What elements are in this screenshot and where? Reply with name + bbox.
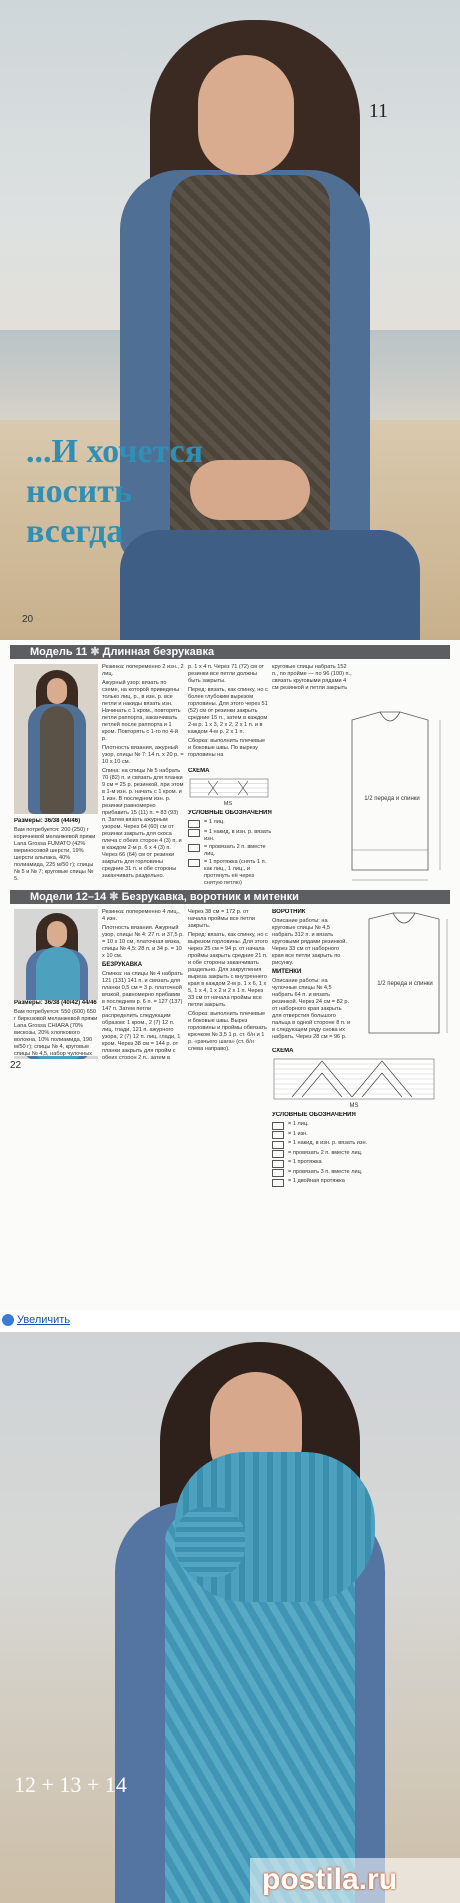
page-number-22: 22 [10,1060,22,1071]
model-11-header: Модель 11 ✱ Длинная безрукавка [10,645,450,659]
model-11-pattern-repeat: МS [223,801,233,807]
model-12-stitch-chart [272,1057,450,1109]
model-11-column-2: Резинка: попеременно 2 изн., 2 лиц. Ажурный узор: вязать по схеме, на которой приведены только лиц. р., в изн. р. все петли и накиды вязать изн. Начинать с 1 кром., повторять петли раппорта, заканчивать петлей после раппорта и 1 кром. Повторять с 1-го по 4-й р. Плотность вязания, ажурный узор, спицы № 7: 14 п. x 20 р. = 10 x 10 см. Спина: на спицы № 5 набрать 70 (82) п. и связать для планки 9 см = 25 р. резинкой, при этом в 1-м изн. р. начать с 1 кром. и 1 изн. В последнем изн. р. резинки равномерно прибавить 15 (11) п. = 83 (93) п. Затем вязать ажурным узором. Через 64 (60) см от резинки закрыть для скоса плеча с обеих сторон 4 (3) п. и в каждом 2-м р. 6 x 4 (3) п. Через 66 (64) см от резинки закрыть для горловины средние 31 п. и обе стороны заканчивать раздельно. [102,664,184,879]
model-numbers: 12 + 13 + 14 [14,1772,127,1797]
zoom-link[interactable] [2,1312,70,1328]
model-12-schema-label: СХЕМА [272,1048,294,1054]
watermark: postila.ru [262,1863,398,1896]
mitten-shape [175,1507,245,1577]
slogan [26,432,203,552]
slogan-line-1: ...И хочется [26,433,204,470]
page-number-20: 20 [22,614,34,625]
face-shape [198,55,294,175]
slogan-line-3: всегда [26,513,124,550]
magazine-page-number: 11 [368,100,388,122]
model-12-legend: УСЛОВНЫЕ ОБОЗНАЧЕНИЯ = 1 лиц. = 1 изн. = 1 накид, в изн. р. вязать изн. = провязать 2 п. вместе лиц. = 1 протяжка = провязать 3 п. вместе лиц. = 1 двойная протяжка [272,1112,452,1212]
model-11-column-3: р. 1 x 4 п. Через 71 (72) см от резинки все петли должны быть закрыты. Перед: вязать, как спинку, но с более глубоким вырезом горловины. Для этого через 51 (52) см от резинки закрыть средние 15 п., затем в каждом 2-м р. 1 x 3, 2 x 2, 2 x 1 п. и в каждом 4-м р. 2 x 1 п. Сборка: выполнить плечевые и боковые швы. По вырезу горловины на [188,664,268,758]
model-11-stitch-chart [188,777,272,803]
model-12-materials: Размеры: 36/38 (40/42) 44/46 Вам потребуется: 550 (600) 650 г бирюзовой меланжевой пряжи Lana Grossa CHIARA (70% вискозы, 20% хлопкового волокна, 10% полиамида, 190 м/50 г); спицы № 4, круговые спицы № 4,5, набор чулочных [14,1000,98,1056]
model-12-column-2: Резинка: попеременно 4 лиц., 4 изн. Плотность вязания. Ажурный узор, спицы № 4: 27 п. и 37,5 р. = 10 x 10 см, платочная вязка, спицы № 4,5: 28 п. и 34 р. = 10 x 10 см. БЕЗРУКАВКА Спинка: на спицы № 4 набрать 121 (131) 141 п. и связать для планки 0,5 см = 3 р. платочной вязкой, равномерно прибавив в последнем р. 6 п. = 127 (137) 147 п. Затем петли распределить следующим образом: 1 кром., 2 (7) 12 п. лиц. глади, 121 п. ажурного узора, 2 (7) 12 п. лиц. глади, 1 кром. Через 38 см = 144 р. от планки закрыть для пройм с обеих сторон 2 п., затем в [102,909,184,1059]
model-12-garment-schematic [355,905,455,1045]
model-12-column-4: ВОРОТНИК Описание работы: на круговые спицы № 4,5 набрать 312 п. и вязать круговыми рядами резинкой. Через 33 см от наборного края все петли закрыть по рисунку. МИТЕНКИ Описание работы: на чулочные спицы № 4,5 набрать 64 п. и вязать резинкой. Через 24 см = 82 р. от наборного края закрыть для отверстия большого пальца в одной стороне 8 п. и в следующем ряду снова их набрать. Через 28 см = 96 р. [272,909,351,1039]
model-11-schema-label: СХЕМА [188,768,210,774]
model-12-14-photo [0,1332,460,1903]
model-11-materials: Размеры: 36/38 (44/46) Вам потребуется: 200 (250) г коричневой меланжевой пряжи Lana Grossa FUMATO (42% мериносовой шерсти, 19% шерсти альпака, 40% полиамида, 225 м/50 г); спицы № 5 и № 7; круговые спицы № 5. [14,818,96,882]
svg-text:1/2 переда и спинки: 1/2 переда и спинки [377,981,433,987]
slogan-line-2: носить [26,473,132,510]
model-11-thumbnail [14,664,98,814]
model-12-14-header: Модели 12–14 ✱ Безрукавка, воротник и митенки [10,890,450,904]
magnifier-icon [2,1314,14,1326]
svg-text:1/2 переда и спинки: 1/2 переда и спинки [364,796,420,802]
hands-shape [190,460,310,520]
zoom-link-label: Увеличить [17,1314,71,1326]
model-12-column-3: Через 38 см = 172 р. от начала проймы все петли закрыть. Перед: вязать, как спинку, но с вырезом горловины. Для этого через 25 см = 94 р. от начала проймы закрыть средние 21 п. и обе стороны заканчивать раздельно. Для закругления выреза закрыть с внутреннего края в каждом 2-м р. 1 x 6, 1 x 5, 1 x 4, 1 x 2 и 2 x 1 п. Через 33 см от начала проймы все петли закрыть. Сборка: выполнить плечевые и боковые швы. Вырез горловины и проймы обвязать крючком № 3,5 1 р. ст. б/н и 1 р. «рачьего шага» (ст. б/н слева направо). [188,909,268,1052]
model-11-legend: УСЛОВНЫЕ ОБОЗНАЧЕНИЯ = 1 лиц. = 1 накид, в изн. р. вязать изн. = провязать 2 п. вместе лиц. = 1 протяжка (снять 1 п. как лиц., 1 лиц., и протянуть её через снятую петлю) [188,810,273,885]
model-11-column-4: круговые спицы набрать 152 п., по пройме — по 96 (100) п., связать круговыми рядами 4 см резинкой и петли закрыть [272,664,352,691]
svg-text:МS: МS [349,1103,359,1109]
model-11-garment-schematic [330,700,450,890]
